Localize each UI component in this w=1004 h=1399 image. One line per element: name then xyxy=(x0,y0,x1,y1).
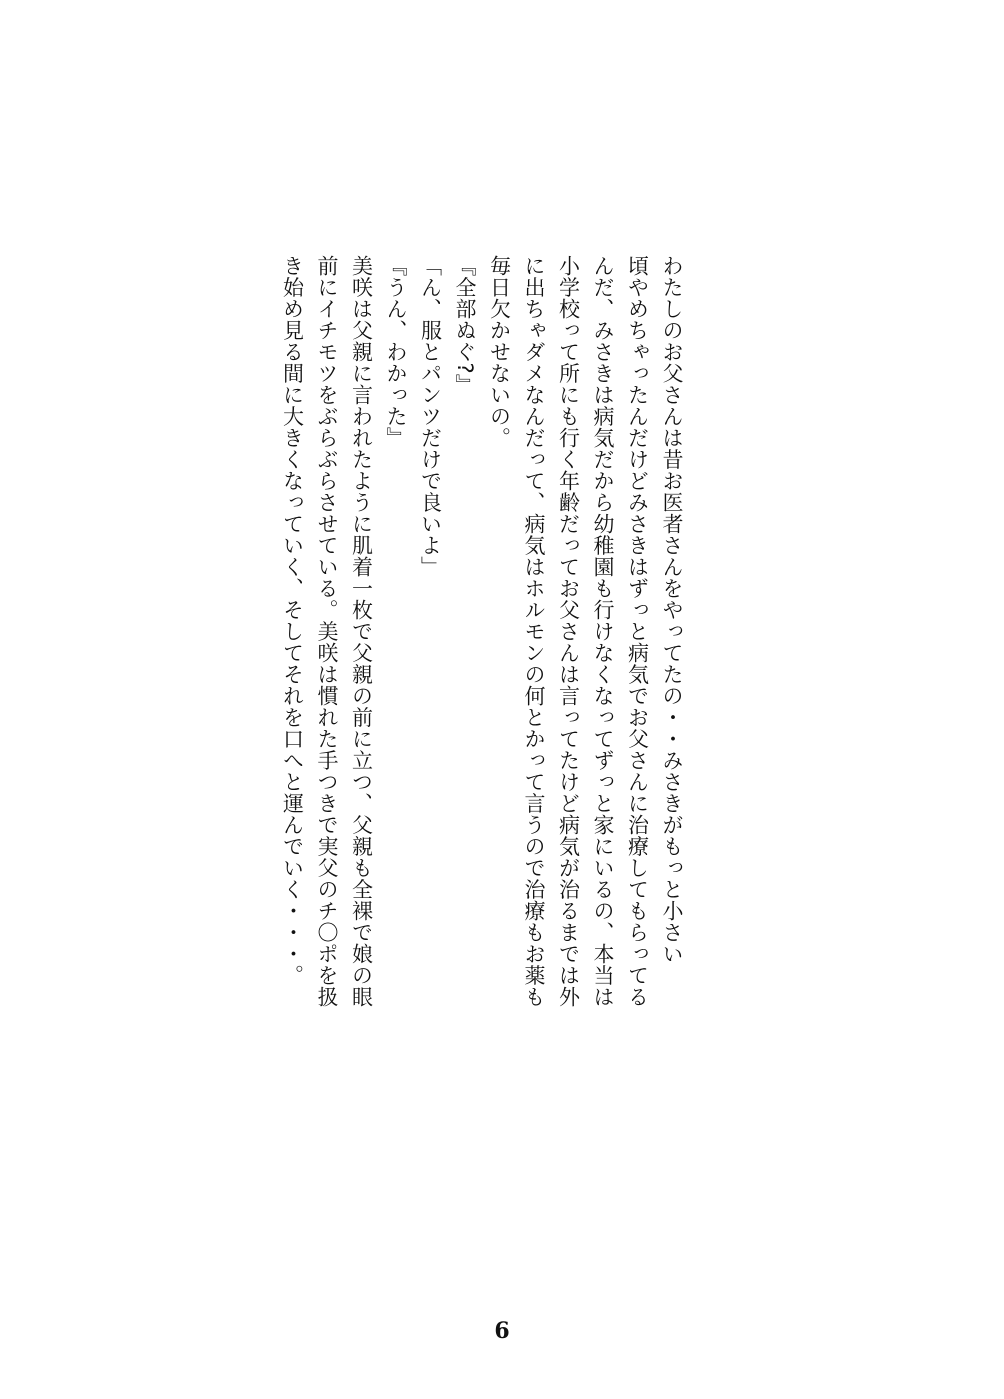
text-line: に出ちゃダメなんだって、病気はホルモンの何とかって言うので治療もお薬も xyxy=(522,255,546,1008)
text-line: 小学校って所にも行く年齢だってお父さんは言ってたけど病気が治るまでは外 xyxy=(556,255,581,1008)
page-number: 6 xyxy=(494,1318,510,1344)
text-line: わたしのお父さんは昔お医者さんをやってたの・・みさきがもっと小さい xyxy=(660,255,684,965)
text-line: 「ん、服とパンツだけで良いよ」 xyxy=(418,255,443,578)
text-line: 前にイチモツをぶらぶらさせている。美咲は慣れた手つきで実父のチ〇ポを扱 xyxy=(315,255,339,1008)
text-line: 美咲は父親に言われたように肌着一枚で父親の前に立つ、父親も全裸で娘の眼 xyxy=(349,255,374,1008)
text-line: 『うん、わかった』 xyxy=(384,255,408,449)
text-line: んだ、みさきは病気だから幼稚園も行けなくなってずっと家にいるの、本当は xyxy=(591,255,615,1008)
text-line: 頃やめちゃったんだけどみさきはずっと病気でお父さんに治療してもらってる xyxy=(625,255,650,1008)
text-line: 毎日欠かせないの。 xyxy=(487,255,512,449)
text-line: き始め見る間に大きくなっていく、そしてそれを口へと運んでいく・・・。 xyxy=(280,255,305,986)
vertical-text-block xyxy=(275,255,689,1008)
text-line: 『全部ぬぐ?』 xyxy=(453,255,477,396)
